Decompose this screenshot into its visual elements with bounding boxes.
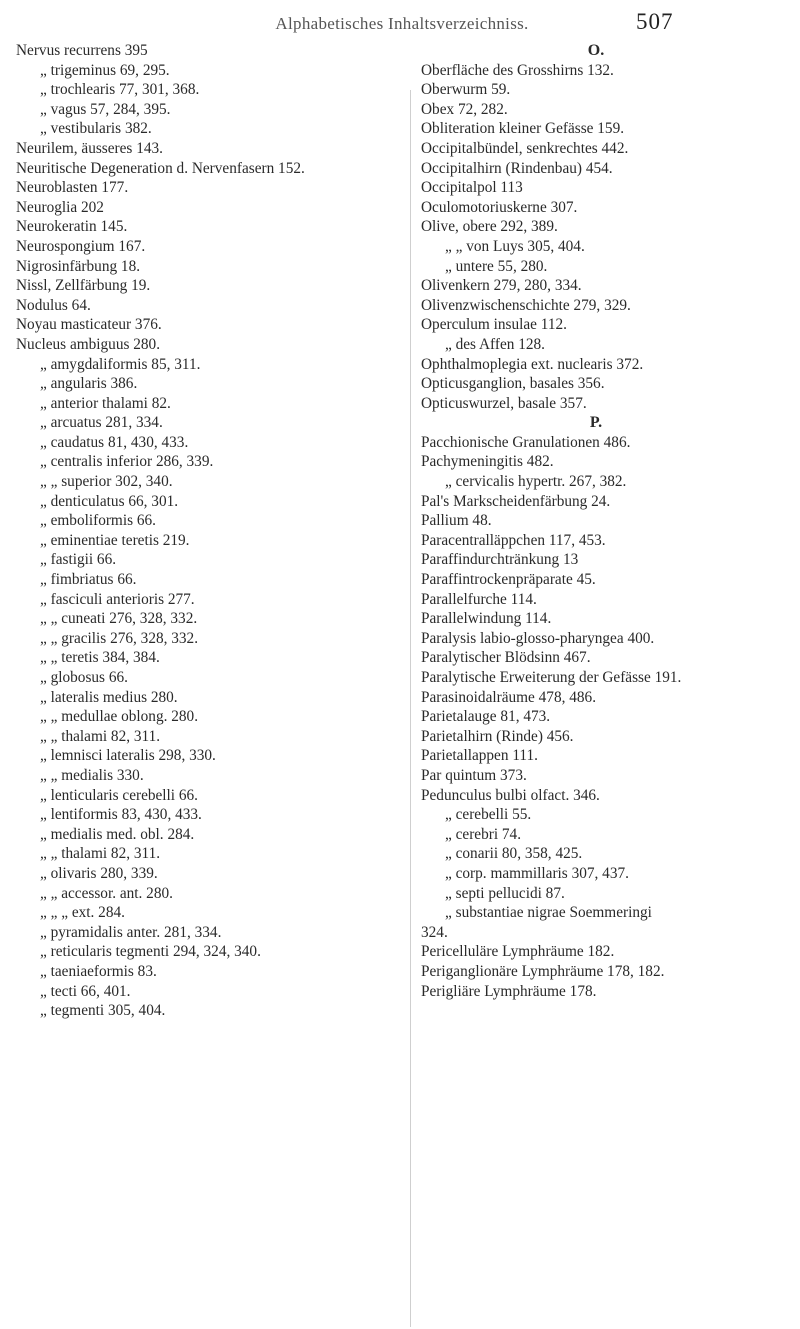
running-title: Alphabetisches Inhaltsverzeichniss.	[275, 14, 529, 33]
index-entry: Nervus recurrens 395	[16, 42, 148, 59]
index-entry: Noyau masticateur 376.	[16, 316, 162, 334]
index-entry: „ cerebelli 55.	[445, 806, 532, 824]
index-entry: Nucleus ambiguus 280.	[16, 335, 161, 353]
index-entry: „ lenticularis cerebelli 66.	[40, 786, 198, 804]
index-entry: Neurokeratin 145.	[16, 218, 128, 236]
index-column-left	[16, 41, 416, 1021]
index-entry: Nodulus 64.	[16, 296, 91, 314]
index-entry: „ angularis 386.	[40, 375, 138, 393]
index-entry: „ „ gracilis 276, 328, 332.	[40, 629, 199, 647]
index-entry: „ trigeminus 69, 295.	[40, 61, 170, 79]
index-entry: „ „ medialis 330.	[40, 766, 144, 784]
index-entry: Paralysis labio-glosso-pharyngea 400.	[421, 629, 655, 647]
index-entry: „ tecti 66, 401.	[40, 982, 131, 1000]
index-entry: „ des Affen 128.	[445, 335, 545, 353]
index-entry: Parietalauge 81, 473.	[421, 708, 551, 726]
index-entry: Ophthalmoplegia ext. nuclearis 372.	[421, 355, 644, 373]
index-entry: Pallium 48.	[421, 512, 492, 530]
index-entry: „ caudatus 81, 430, 433.	[40, 433, 189, 451]
page-header	[0, 0, 800, 40]
index-entry: Obliteration kleiner Gefässe 159.	[421, 120, 625, 138]
index-entry: „ taeniaeformis 83.	[40, 962, 157, 980]
index-entry: Pedunculus bulbi olfact. 346.	[421, 786, 600, 804]
index-entry: Oculomotoriuskerne 307.	[421, 198, 578, 216]
index-entry: „ anterior thalami 82.	[40, 394, 171, 412]
index-entry: Opticusganglion, basales 356.	[421, 375, 605, 393]
index-entry: Paralytischer Blödsinn 467.	[421, 649, 591, 667]
index-entry: Pericelluläre Lymphräume 182.	[421, 943, 615, 961]
index-entry: „ „ accessor. ant. 280.	[40, 884, 173, 902]
page-number: 507	[636, 9, 674, 34]
index-entry: Neurilem, äusseres 143.	[16, 139, 163, 157]
index-entry: Pachymeningitis 482.	[421, 453, 554, 471]
index-entry: Neuroblasten 177.	[16, 179, 129, 197]
index-entry: Pal's Markscheidenfärbung 24.	[421, 492, 611, 510]
index-entry: „ vestibularis 382.	[40, 120, 152, 138]
index-entry: „ fimbriatus 66.	[40, 571, 137, 589]
index-entry: „ globosus 66.	[40, 669, 128, 686]
index-entry: 324.	[421, 923, 448, 941]
index-entry: Nigrosinfärbung 18.	[16, 257, 141, 275]
letter-heading: P.	[589, 414, 603, 432]
index-entry: „ reticularis tegmenti 294, 324, 340.	[40, 943, 261, 961]
index-column-right	[410, 41, 800, 1001]
index-entry: Oberwurm 59.	[421, 81, 511, 99]
index-entry: Paraffindurchtränkung 13	[421, 551, 579, 569]
index-entry: „ untere 55, 280.	[445, 257, 548, 275]
index-entry: Paraffintrockenpräparate 45.	[421, 571, 596, 589]
index-entry: „ substantiae nigrae Soemmeringi	[445, 904, 652, 922]
index-entry: „ „ medullae oblong. 280.	[40, 708, 199, 726]
index-entry: „ cervicalis hypertr. 267, 382.	[445, 473, 627, 491]
index-entry: „ „ thalami 82, 311.	[40, 727, 161, 745]
index-entry: Occipitalhirn (Rindenbau) 454.	[421, 159, 613, 177]
index-entry: Parasinoidalräume 478, 486.	[421, 688, 597, 706]
index-entry: Olivenzwischenschichte 279, 329.	[421, 296, 631, 314]
index-entry: „ cerebri 74.	[445, 825, 522, 843]
index-entry: „ „ thalami 82, 311.	[40, 845, 161, 863]
index-entry: Paralytische Erweiterung der Gefässe 191.	[421, 669, 682, 686]
index-entry: „ corp. mammillaris 307, 437.	[445, 864, 629, 882]
index-entry: „ emboliformis 66.	[40, 512, 156, 530]
index-entry: Par quintum 373.	[421, 766, 527, 784]
index-entry: „ fasciculi anterioris 277.	[40, 590, 195, 608]
index-entry: „ tegmenti 305, 404.	[40, 1002, 166, 1020]
index-entry: „ vagus 57, 284, 395.	[40, 100, 171, 118]
index-entry: Oberfläche des Grosshirns 132.	[421, 61, 614, 79]
index-entry: Neurospongium 167.	[16, 237, 146, 255]
index-entry: Perigliäre Lymphräume 178.	[421, 982, 597, 1000]
index-entry: Periganglionäre Lymphräume 178, 182.	[421, 962, 665, 980]
index-entry: Obex 72, 282.	[421, 100, 508, 118]
index-entry: „ „ von Luys 305, 404.	[445, 237, 585, 255]
index-entry: „ „ cuneati 276, 328, 332.	[40, 610, 198, 628]
index-entry: Operculum insulae 112.	[421, 316, 567, 334]
index-entry: Parietalhirn (Rinde) 456.	[421, 727, 574, 745]
index-entry: Neuritische Degeneration d. Nervenfasern 152.	[16, 159, 305, 177]
index-entry: „ eminentiae teretis 219.	[40, 531, 190, 549]
letter-heading: O.	[587, 42, 605, 59]
index-entry: Parallelwindung 114.	[421, 610, 552, 628]
index-entry: „ „ superior 302, 340.	[40, 473, 173, 491]
index-entry: „ „ „ ext. 284.	[40, 904, 125, 922]
index-entry: Pacchionische Granulationen 486.	[421, 433, 631, 451]
index-entry: „ trochlearis 77, 301, 368.	[40, 81, 200, 99]
index-entry: „ lentiformis 83, 430, 433.	[40, 806, 202, 824]
index-entry: „ „ teretis 384, 384.	[40, 649, 160, 667]
index-entry: Neuroglia 202	[16, 198, 104, 216]
index-entry: „ olivaris 280, 339.	[40, 864, 158, 882]
index-entry: Occipitalpol 113	[421, 179, 523, 197]
index-entry: „ amygdaliformis 85, 311.	[40, 355, 201, 373]
index-entry: „ centralis inferior 286, 339.	[40, 453, 214, 471]
index-entry: Nissl, Zellfärbung 19.	[16, 277, 151, 295]
index-entry: Opticuswurzel, basale 357.	[421, 394, 587, 412]
index-entry: „ medialis med. obl. 284.	[40, 825, 195, 843]
index-entry: „ conarii 80, 358, 425.	[445, 845, 583, 863]
index-entry: „ lemnisci lateralis 298, 330.	[40, 747, 216, 765]
index-entry: „ fastigii 66.	[40, 551, 117, 569]
index-entry: Olivenkern 279, 280, 334.	[421, 277, 582, 295]
index-entry: Paracentralläppchen 117, 453.	[421, 531, 606, 549]
index-entry: Parietallappen 111.	[421, 747, 538, 765]
index-entry: Occipitalbündel, senkrechtes 442.	[421, 139, 629, 157]
index-entry: Parallelfurche 114.	[421, 590, 537, 608]
index-entry: „ arcuatus 281, 334.	[40, 414, 163, 432]
index-entry: „ septi pellucidi 87.	[445, 884, 565, 902]
index-entry: Olive, obere 292, 389.	[421, 218, 558, 236]
index-entry: „ denticulatus 66, 301.	[40, 492, 179, 510]
index-entry: „ lateralis medius 280.	[40, 688, 178, 706]
index-entry: „ pyramidalis anter. 281, 334.	[40, 923, 222, 941]
